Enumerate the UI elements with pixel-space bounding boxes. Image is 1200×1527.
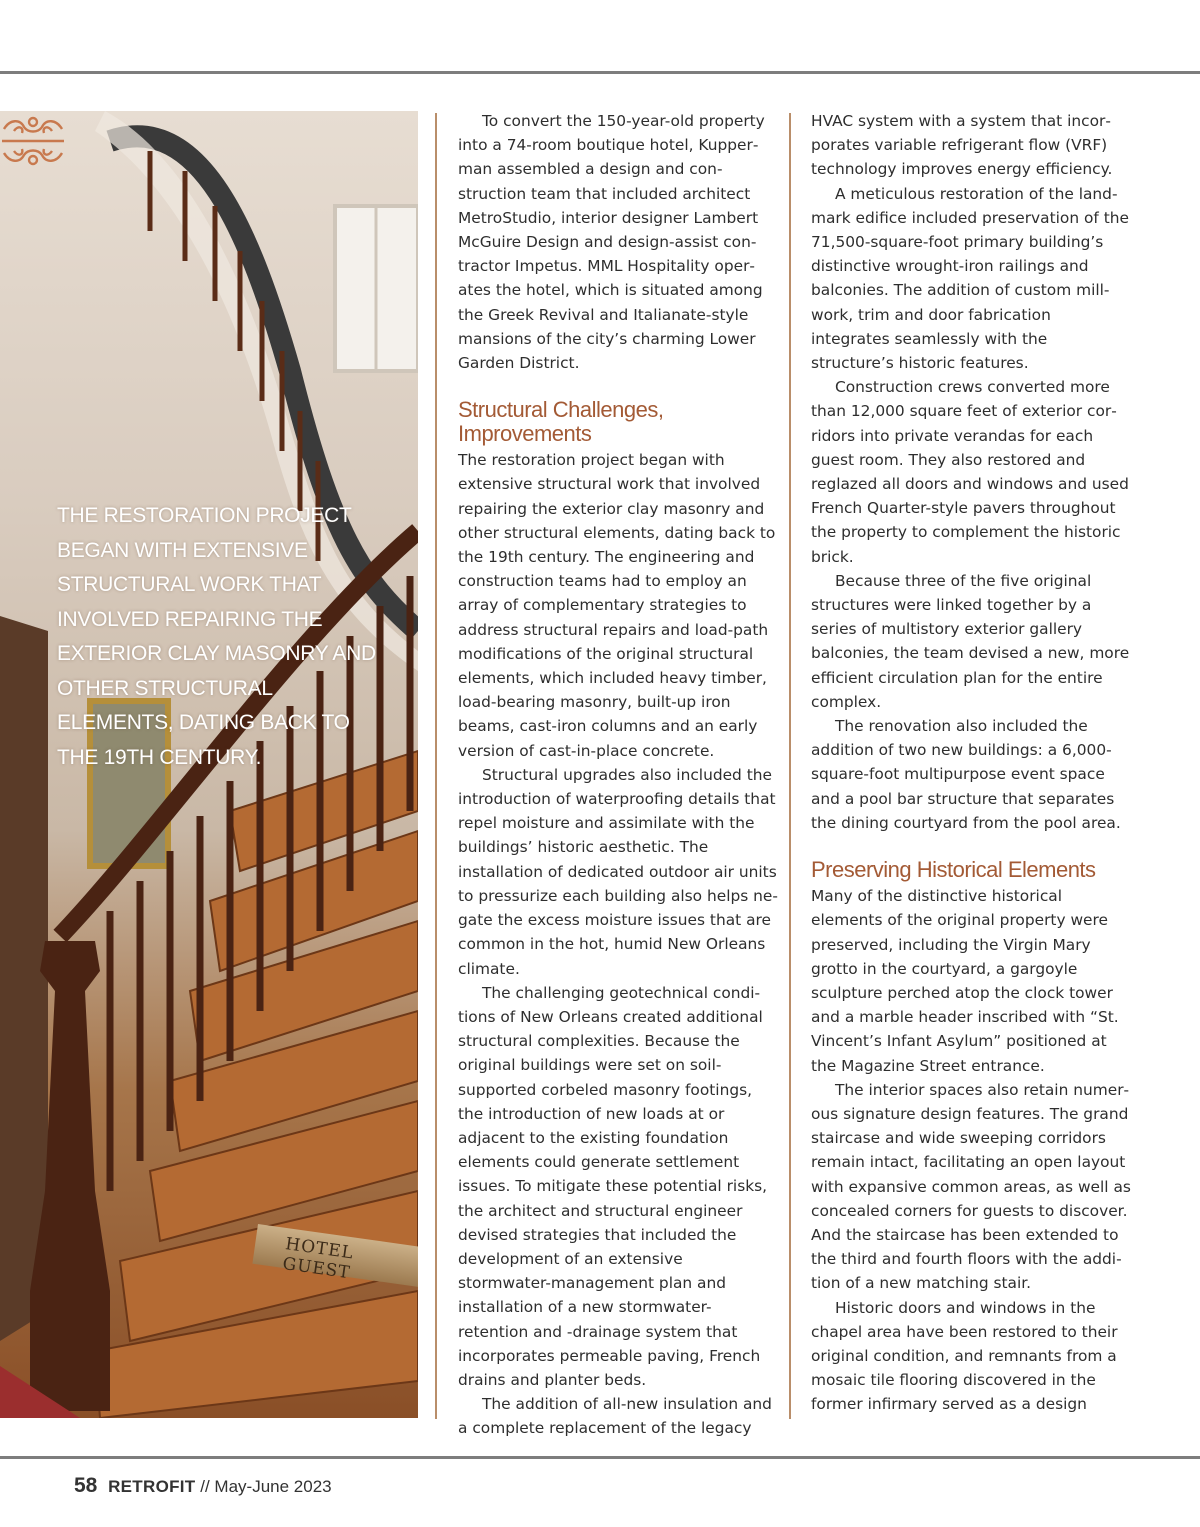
section-heading-structural: Structural Challenges, Improvements [458, 397, 664, 447]
paragraph: The restoration project began with extensive structural work that involved repairing the exterior clay masonry and other structural elements, dating back to the 19th century. The engineering and construction teams had to employ an array of complementary strategies to address structural repairs and load-path modifications of the original structural elements, which included heavy timber, load-bearing masonry, built-up iron beams, cast-iron columns and an early version of cast-in-place concrete. [458, 451, 776, 760]
footer-separator: // [200, 1477, 210, 1496]
page-number: 58 [74, 1474, 98, 1497]
paragraph: The addition of all-new insulation and a complete replacement of the legacy [458, 1395, 772, 1438]
paragraph: Because three of the five original structures were linked together by a series of multistory exterior gallery balconies, the team devised a new, more efficient circulation plan for the entire complex. [811, 571, 1130, 711]
column-divider-right [789, 113, 791, 1419]
paragraph: Historic doors and windows in the chapel area have been restored to their original condition, and remnants from a mosaic tile flooring discovered in the former infirmary served as a design [811, 1298, 1118, 1414]
magazine-name: RETROFIT [108, 1477, 196, 1496]
paragraph: The challenging geotechnical conditions of New Orleans created additional structural complexities. Because the original buildings were set on soil-supported corbeled masonry footings, the introduction of new loads at or adjacent to the existing foundation elements could generate settlement issues. To mitigate these potential risks, the architect and structural engineer devised strategies that included the development of an extensive stormwater-management plan and installation of a new stormwater-retention and -drainage system that incorporates permeable paving, French drains and planter beds. [458, 983, 768, 1389]
pull-quote: THE RESTORATION PROJECT BEGAN WITH EXTENSIVE STRUCTURAL WORK THAT INVOLVED REPAIRING THE EXTERIOR CLAY MASONRY AND OTHER STRUCTURAL ELEMENTS, DATING BACK TO THE 19TH CENTURY. [57, 504, 376, 769]
hotel-guest-sign: HOTEL GUEST [252, 1224, 418, 1287]
paragraph: A meticulous restoration of the landmark edifice included preservation of the 71,500-square-foot primary building’s distinctive wrought-iron railings and balconies. The addition of custom millwork, trim and door fabrication integrates seamlessly with the structure’s historic features. [811, 184, 1129, 373]
paragraph: To convert the 150-year-old property into a 74-room boutique hotel, Kupperman assembled a design and construction team that included architect MetroStudio, interior designer Lambert McGuire Design and design-assist contractor Impetus. MML Hospitality operates the hotel, which is situated among the Greek Revival and Italianate-style mansions of the city’s charming Lower Garden District. [458, 112, 765, 373]
page-footer [74, 1474, 332, 1498]
bottom-rule [0, 1456, 1200, 1459]
paragraph: HVAC system with a system that incorporates variable refrigerant flow (VRF) technology improves energy efficiency. [811, 112, 1113, 179]
paragraph: Many of the distinctive historical elements of the original property were preserved, including the Virgin Mary grotto in the courtyard, a gargoyle sculpture perched atop the clock tower and a marble header inscribed with “St. Vincent’s Infant Asylum” positioned at the Magazine Street entrance. [811, 887, 1119, 1075]
issue-date: May-June 2023 [214, 1477, 332, 1496]
staircase-photo [0, 111, 418, 1418]
paragraph: Structural upgrades also included the introduction of waterproofing details that repel moisture and assimilate with the buildings’ historic aesthetic. The installation of dedicated outdoor air units to pressurize each building also helps negate the excess moisture issues that are common in the hot, humid New Orleans climate. [458, 765, 778, 978]
flourish-ornament-icon [0, 111, 66, 171]
column-divider-left [435, 113, 437, 1419]
paragraph: The renovation also included the addition of two new buildings: a 6,000-square-foot multipurpose event space and a pool bar structure that separates the dining courtyard from the pool area. [811, 717, 1121, 832]
article-column-1 [458, 109, 778, 1441]
article-column-2 [811, 109, 1133, 1417]
paragraph: Construction crews converted more than 12,000 square feet of exterior corridors into private verandas for each guest room. They also restored and reglazed all doors and windows and used French Quarter-style pavers throughout the property to complement the historic brick. [811, 378, 1129, 566]
section-heading-historical: Preserving Historical Elements [811, 857, 1096, 883]
top-rule [0, 71, 1200, 74]
paragraph: The interior spaces also retain numerous signature design features. The grand staircase and wide sweeping corridors remain intact, facilitating an open layout with expansive common areas, as well as concealed corners for guests to discover. And the staircase has been extended to the third and fourth floors with the addition of a new matching stair. [811, 1080, 1131, 1293]
